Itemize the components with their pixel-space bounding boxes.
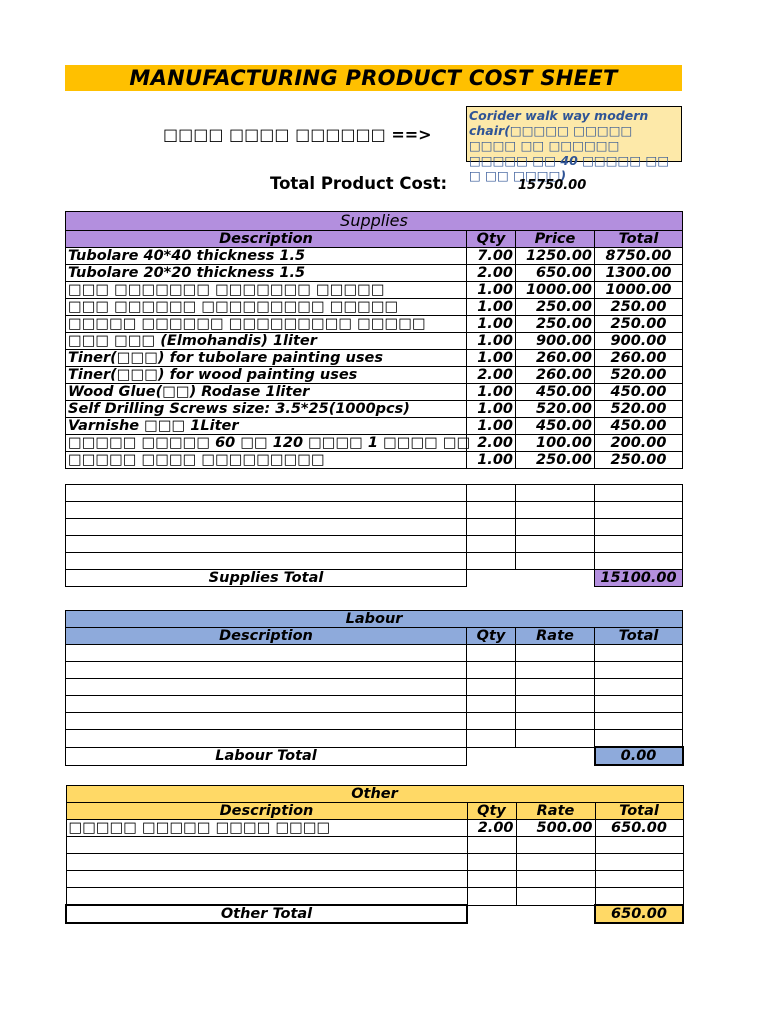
table-row[interactable] bbox=[66, 452, 683, 469]
item-price[interactable]: 1250.00 bbox=[516, 248, 595, 265]
table-row[interactable] bbox=[66, 696, 683, 713]
total-product-cost-label: Total Product Cost: bbox=[270, 174, 448, 193]
table-row[interactable] bbox=[66, 384, 683, 401]
item-description[interactable]: □□□□□ □□□□□ □□□□ □□□□ bbox=[66, 820, 467, 837]
item-description[interactable]: Tiner(□□□) for wood painting uses bbox=[66, 367, 467, 384]
item-total: 260.00 bbox=[595, 350, 683, 367]
item-total: 8750.00 bbox=[595, 248, 683, 265]
supplies-header-row bbox=[66, 231, 683, 248]
labour-table bbox=[65, 610, 684, 766]
table-row[interactable] bbox=[66, 350, 683, 367]
item-description[interactable]: □□□ □□□□□□ □□□□□□□□□ □□□□□ bbox=[66, 299, 467, 316]
item-price[interactable]: 260.00 bbox=[516, 367, 595, 384]
item-description[interactable]: Varnishe □□□ 1Liter bbox=[66, 418, 467, 435]
item-total: 450.00 bbox=[595, 384, 683, 401]
labour-total-value: 0.00 bbox=[595, 747, 683, 765]
table-row[interactable] bbox=[66, 519, 683, 536]
item-description[interactable]: Tubolare 40*40 thickness 1.5 bbox=[66, 248, 467, 265]
col-qty: Qty bbox=[467, 628, 516, 645]
item-price[interactable]: 650.00 bbox=[516, 265, 595, 282]
item-description[interactable]: □□□□□ □□□□ □□□□□□□□□ bbox=[66, 452, 467, 469]
item-qty[interactable]: 1.00 bbox=[467, 282, 516, 299]
item-qty[interactable]: 7.00 bbox=[467, 248, 516, 265]
item-total: 250.00 bbox=[595, 316, 683, 333]
table-row[interactable] bbox=[66, 435, 683, 452]
item-qty[interactable]: 2.00 bbox=[467, 435, 516, 452]
total-product-cost-value: 15750.00 bbox=[518, 178, 587, 193]
table-row[interactable] bbox=[66, 820, 683, 837]
item-price[interactable]: 450.00 bbox=[516, 384, 595, 401]
table-row[interactable] bbox=[66, 888, 683, 906]
col-price: Price bbox=[516, 231, 595, 248]
col-description: Description bbox=[66, 628, 467, 645]
col-rate: Rate bbox=[516, 803, 595, 820]
labour-header-row bbox=[66, 628, 683, 645]
other-total-row bbox=[66, 905, 683, 923]
item-price[interactable]: 520.00 bbox=[516, 401, 595, 418]
other-total-value: 650.00 bbox=[595, 905, 683, 923]
labour-title-row bbox=[66, 611, 683, 628]
item-total: 1000.00 bbox=[595, 282, 683, 299]
col-description: Description bbox=[66, 231, 467, 248]
item-qty[interactable]: 1.00 bbox=[467, 333, 516, 350]
item-qty[interactable]: 1.00 bbox=[467, 384, 516, 401]
item-description[interactable]: □□□□□ □□□□□□ □□□□□□□□□ □□□□□ bbox=[66, 316, 467, 333]
item-description[interactable]: □□□□□ □□□□□ 60 □□ 120 □□□□ 1 □□□□ □□ bbox=[66, 435, 467, 452]
item-total: 1300.00 bbox=[595, 265, 683, 282]
other-total-label: Other Total bbox=[66, 905, 467, 923]
table-row[interactable] bbox=[66, 316, 683, 333]
item-total: 520.00 bbox=[595, 401, 683, 418]
item-description[interactable]: Tiner(□□□) for tubolare painting uses bbox=[66, 350, 467, 367]
sheet-title: MANUFACTURING PRODUCT COST SHEET bbox=[65, 65, 682, 91]
table-row[interactable] bbox=[66, 679, 683, 696]
table-row[interactable] bbox=[66, 333, 683, 350]
supplies-total-label: Supplies Total bbox=[66, 570, 467, 587]
item-price[interactable]: 250.00 bbox=[516, 316, 595, 333]
item-price[interactable]: 100.00 bbox=[516, 435, 595, 452]
table-row[interactable] bbox=[66, 553, 683, 570]
item-qty[interactable]: 1.00 bbox=[467, 299, 516, 316]
labour-title: Labour bbox=[66, 611, 683, 628]
labour-total-label: Labour Total bbox=[66, 747, 467, 765]
table-row[interactable] bbox=[66, 871, 683, 888]
item-total: 250.00 bbox=[595, 299, 683, 316]
table-row[interactable] bbox=[66, 282, 683, 299]
item-rate[interactable]: 500.00 bbox=[516, 820, 595, 837]
supplies-total-row bbox=[66, 570, 683, 587]
product-name-label: □□□□ □□□□ □□□□□□ ==> bbox=[163, 125, 432, 144]
item-qty[interactable]: 1.00 bbox=[467, 350, 516, 367]
item-price[interactable]: 260.00 bbox=[516, 350, 595, 367]
item-price[interactable]: 1000.00 bbox=[516, 282, 595, 299]
col-rate: Rate bbox=[516, 628, 595, 645]
col-total: Total bbox=[595, 803, 683, 820]
item-qty[interactable]: 1.00 bbox=[467, 418, 516, 435]
supplies-title: Supplies bbox=[66, 212, 683, 231]
table-row[interactable] bbox=[66, 485, 683, 502]
item-total: 200.00 bbox=[595, 435, 683, 452]
other-title-row bbox=[66, 786, 683, 803]
col-total: Total bbox=[595, 231, 683, 248]
table-row[interactable] bbox=[66, 854, 683, 871]
item-total: 900.00 bbox=[595, 333, 683, 350]
item-description[interactable]: Wood Glue(□□) Rodase 1liter bbox=[66, 384, 467, 401]
col-total: Total bbox=[595, 628, 683, 645]
item-price[interactable]: 450.00 bbox=[516, 418, 595, 435]
item-description[interactable]: □□□ □□□□□□□ □□□□□□□ □□□□□ bbox=[66, 282, 467, 299]
col-qty: Qty bbox=[467, 231, 516, 248]
other-table bbox=[65, 785, 684, 924]
item-total: 650.00 bbox=[595, 820, 683, 837]
other-header-row bbox=[66, 803, 683, 820]
supplies-table bbox=[65, 211, 683, 587]
table-row[interactable] bbox=[66, 265, 683, 282]
item-qty[interactable]: 2.00 bbox=[467, 265, 516, 282]
item-description[interactable]: Tubolare 20*20 thickness 1.5 bbox=[66, 265, 467, 282]
item-price[interactable]: 250.00 bbox=[516, 299, 595, 316]
table-row[interactable] bbox=[66, 536, 683, 553]
item-description[interactable]: □□□ □□□ (Elmohandis) 1liter bbox=[66, 333, 467, 350]
item-qty[interactable]: 2.00 bbox=[467, 367, 516, 384]
table-row[interactable] bbox=[66, 367, 683, 384]
table-row[interactable] bbox=[66, 418, 683, 435]
table-row[interactable] bbox=[66, 662, 683, 679]
item-total: 450.00 bbox=[595, 418, 683, 435]
item-price[interactable]: 900.00 bbox=[516, 333, 595, 350]
product-name-field[interactable]: Corider walk way modern chair(□□□□□ □□□□□ □□□□ □□ □□□□□□ □□□□□ □□ 40 □□□□□ □□ □ □□ □□□□) bbox=[466, 106, 682, 162]
table-row[interactable] bbox=[66, 837, 683, 854]
table-row[interactable] bbox=[66, 645, 683, 662]
col-description: Description bbox=[66, 803, 467, 820]
item-qty[interactable]: 1.00 bbox=[467, 401, 516, 418]
table-row[interactable] bbox=[66, 713, 683, 730]
table-row[interactable] bbox=[66, 248, 683, 265]
item-total: 520.00 bbox=[595, 367, 683, 384]
item-price[interactable]: 250.00 bbox=[516, 452, 595, 469]
table-row[interactable] bbox=[66, 730, 683, 748]
supplies-total-value: 15100.00 bbox=[595, 570, 683, 587]
item-description[interactable]: Self Drilling Screws size: 3.5*25(1000pcs) bbox=[66, 401, 467, 418]
other-title: Other bbox=[66, 786, 683, 803]
labour-total-row bbox=[66, 747, 683, 765]
item-qty[interactable]: 1.00 bbox=[467, 316, 516, 333]
supplies-title-row bbox=[66, 212, 683, 231]
col-qty: Qty bbox=[467, 803, 516, 820]
table-row[interactable] bbox=[66, 401, 683, 418]
table-row[interactable] bbox=[66, 502, 683, 519]
item-total: 250.00 bbox=[595, 452, 683, 469]
item-qty[interactable]: 2.00 bbox=[467, 820, 516, 837]
table-row[interactable] bbox=[66, 299, 683, 316]
table-row[interactable] bbox=[66, 469, 683, 485]
item-qty[interactable]: 1.00 bbox=[467, 452, 516, 469]
